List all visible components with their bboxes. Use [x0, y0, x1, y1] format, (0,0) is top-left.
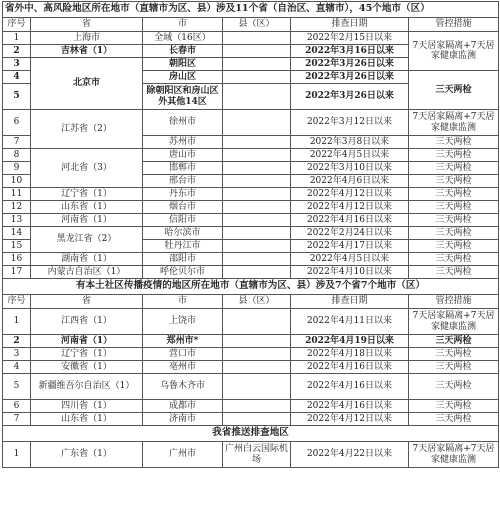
cell-date: 2022年3月26日以来	[291, 71, 409, 84]
cell-county	[223, 309, 291, 335]
cell-no: 16	[3, 253, 31, 266]
cell-province: 河南省（1）	[31, 335, 143, 348]
cell-measure: 三天两检	[409, 71, 499, 110]
cell-county	[223, 110, 291, 136]
table-row	[3, 110, 499, 136]
cell-date: 2022年4月16日以来	[291, 374, 409, 400]
cell-no: 13	[3, 214, 31, 227]
cell-county	[223, 58, 291, 71]
cell-city: 济南市	[143, 413, 223, 426]
cell-province: 辽宁省（1）	[31, 188, 143, 201]
cell-date: 2022年4月6日以来	[291, 175, 409, 188]
cell-county	[223, 71, 291, 84]
cell-no: 5	[3, 84, 31, 110]
cell-province: 湖南省（1）	[31, 253, 143, 266]
cell-date: 2022年3月10日以来	[291, 162, 409, 175]
cell-date: 2022年2月24日以来	[291, 227, 409, 240]
section2-title: 有本土社区传播疫情的地区所在地市（直辖市为区、县）涉及7个省7个地市（区）	[3, 279, 499, 295]
cell-date: 2022年3月26日以来	[291, 58, 409, 71]
cell-county	[223, 136, 291, 149]
cell-county	[223, 361, 291, 374]
section3-title: 我省推送排查地区	[3, 426, 499, 442]
section3-title-row	[3, 426, 499, 442]
table-row	[3, 32, 499, 45]
table-row	[3, 266, 499, 279]
cell-no: 2	[3, 335, 31, 348]
cell-date: 2022年4月12日以来	[291, 188, 409, 201]
cell-province: 河南省（1）	[31, 214, 143, 227]
cell-date: 2022年4月5日以来	[291, 149, 409, 162]
cell-county	[223, 45, 291, 58]
cell-province: 内蒙古自治区（1）	[31, 266, 143, 279]
cell-measure: 7天居家隔离+7天居家健康监测	[409, 32, 499, 71]
cell-county	[223, 400, 291, 413]
cell-county	[223, 227, 291, 240]
cell-no: 3	[3, 58, 31, 71]
cell-measure: 7天居家隔离+7天居家健康监测	[409, 309, 499, 335]
cell-no: 1	[3, 442, 31, 468]
cell-county	[223, 335, 291, 348]
cell-no: 9	[3, 162, 31, 175]
table-row	[3, 361, 499, 374]
section2-title-row	[3, 279, 499, 295]
cell-measure: 7天居家隔离+7天居家健康监测	[409, 442, 499, 468]
table-row	[3, 374, 499, 400]
cell-date: 2022年4月5日以来	[291, 253, 409, 266]
cell-county	[223, 348, 291, 361]
header-no: 序号	[3, 295, 31, 309]
section1-title: 省外中、高风险地区所在地市（直辖市为区、县）涉及11个省（自治区、直辖市），45个地市（区）	[3, 2, 499, 18]
table-row	[3, 253, 499, 266]
cell-no: 6	[3, 400, 31, 413]
cell-city: 广州市	[143, 442, 223, 468]
header-province: 省	[31, 295, 143, 309]
cell-city: 哈尔滨市	[143, 227, 223, 240]
header-row	[3, 295, 499, 309]
header-province: 省	[31, 18, 143, 32]
cell-province: 新疆维吾尔自治区（1）	[31, 374, 143, 400]
header-county: 县（区）	[223, 18, 291, 32]
cell-date: 2022年4月16日以来	[291, 214, 409, 227]
cell-measure: 三天两检	[409, 400, 499, 413]
cell-date: 2022年2月15日以来	[291, 32, 409, 45]
cell-city: 上饶市	[143, 309, 223, 335]
cell-city: 信阳市	[143, 214, 223, 227]
cell-no: 5	[3, 374, 31, 400]
cell-measure: 三天两检	[409, 149, 499, 162]
cell-county	[223, 175, 291, 188]
cell-county	[223, 188, 291, 201]
table-row	[3, 309, 499, 335]
cell-county	[223, 374, 291, 400]
cell-measure: 三天两检	[409, 175, 499, 188]
cell-date: 2022年3月12日以来	[291, 110, 409, 136]
cell-measure: 三天两检	[409, 374, 499, 400]
header-measure: 管控措施	[409, 295, 499, 309]
table-row	[3, 348, 499, 361]
cell-city: 唐山市	[143, 149, 223, 162]
header-no: 序号	[3, 18, 31, 32]
cell-county	[223, 214, 291, 227]
cell-measure: 三天两检	[409, 361, 499, 374]
cell-date: 2022年4月19日以来	[291, 335, 409, 348]
cell-province: 山东省（1）	[31, 413, 143, 426]
table-row	[3, 400, 499, 413]
table-row	[3, 201, 499, 214]
cell-measure: 三天两检	[409, 201, 499, 214]
cell-no: 12	[3, 201, 31, 214]
cell-no: 17	[3, 266, 31, 279]
cell-province: 广东省（1）	[31, 442, 143, 468]
table-row	[3, 188, 499, 201]
cell-no: 1	[3, 32, 31, 45]
cell-no: 4	[3, 71, 31, 84]
cell-city: 成都市	[143, 400, 223, 413]
header-date: 排查日期	[291, 18, 409, 32]
cell-no: 3	[3, 348, 31, 361]
cell-no: 10	[3, 175, 31, 188]
cell-no: 7	[3, 413, 31, 426]
header-city: 市	[143, 18, 223, 32]
cell-province: 四川省（1）	[31, 400, 143, 413]
cell-no: 11	[3, 188, 31, 201]
cell-measure: 三天两检	[409, 253, 499, 266]
table-row	[3, 227, 499, 240]
cell-measure: 三天两检	[409, 188, 499, 201]
cell-province: 江西省（1）	[31, 309, 143, 335]
cell-county: 广州白云国际机场	[223, 442, 291, 468]
cell-measure: 三天两检	[409, 227, 499, 240]
cell-county	[223, 149, 291, 162]
cell-no: 4	[3, 361, 31, 374]
header-city: 市	[143, 295, 223, 309]
cell-date: 2022年4月17日以来	[291, 240, 409, 253]
cell-city: 除朝阳区和房山区外其他14区	[143, 84, 223, 110]
cell-city: 长春市	[143, 45, 223, 58]
cell-county	[223, 240, 291, 253]
cell-county	[223, 253, 291, 266]
cell-measure: 三天两检	[409, 413, 499, 426]
cell-city: 苏州市	[143, 136, 223, 149]
cell-date: 2022年3月26日以来	[291, 84, 409, 110]
cell-no: 2	[3, 45, 31, 58]
cell-city: 邢台市	[143, 175, 223, 188]
cell-measure: 三天两检	[409, 240, 499, 253]
table-row	[3, 442, 499, 468]
table-row	[3, 413, 499, 426]
cell-no: 14	[3, 227, 31, 240]
table-row	[3, 214, 499, 227]
cell-province: 上海市	[31, 32, 143, 45]
cell-county	[223, 32, 291, 45]
cell-no: 7	[3, 136, 31, 149]
cell-no: 6	[3, 110, 31, 136]
table-row	[3, 335, 499, 348]
cell-province: 吉林省（1）	[31, 45, 143, 58]
cell-measure: 三天两检	[409, 162, 499, 175]
cell-no: 8	[3, 149, 31, 162]
cell-county	[223, 201, 291, 214]
cell-date: 2022年4月11日以来	[291, 309, 409, 335]
cell-city: 丹东市	[143, 188, 223, 201]
cell-no: 15	[3, 240, 31, 253]
table-row	[3, 149, 499, 162]
cell-province: 黑龙江省（2）	[31, 227, 143, 253]
cell-province: 山东省（1）	[31, 201, 143, 214]
cell-measure: 三天两检	[409, 335, 499, 348]
section1-title-row	[3, 2, 499, 18]
header-measure: 管控措施	[409, 18, 499, 32]
cell-province: 河北省（3）	[31, 149, 143, 188]
cell-city: 邵阳市	[143, 253, 223, 266]
cell-city: 乌鲁木齐市	[143, 374, 223, 400]
cell-date: 2022年3月16日以来	[291, 45, 409, 58]
cell-county	[223, 413, 291, 426]
cell-date: 2022年4月12日以来	[291, 413, 409, 426]
cell-measure: 三天两检	[409, 214, 499, 227]
cell-city: 全域（16区）	[143, 32, 223, 45]
cell-city: 营口市	[143, 348, 223, 361]
risk-area-table	[2, 1, 499, 468]
cell-measure: 三天两检	[409, 136, 499, 149]
cell-county	[223, 162, 291, 175]
cell-province: 江苏省（2）	[31, 110, 143, 149]
cell-city: 邯郸市	[143, 162, 223, 175]
cell-city: 烟台市	[143, 201, 223, 214]
cell-date: 2022年4月16日以来	[291, 400, 409, 413]
cell-province: 辽宁省（1）	[31, 348, 143, 361]
cell-no: 1	[3, 309, 31, 335]
cell-city: 郑州市*	[143, 335, 223, 348]
cell-date: 2022年4月18日以来	[291, 348, 409, 361]
cell-measure: 7天居家隔离+7天居家健康监测	[409, 110, 499, 136]
cell-city: 牡丹江市	[143, 240, 223, 253]
header-date: 排查日期	[291, 295, 409, 309]
header-row	[3, 18, 499, 32]
cell-date: 2022年4月16日以来	[291, 361, 409, 374]
header-county: 县（区）	[223, 295, 291, 309]
cell-measure: 三天两检	[409, 348, 499, 361]
cell-date: 2022年4月12日以来	[291, 201, 409, 214]
cell-city: 房山区	[143, 71, 223, 84]
cell-province: 北京市	[31, 58, 143, 110]
cell-province: 安徽省（1）	[31, 361, 143, 374]
cell-city: 呼伦贝尔市	[143, 266, 223, 279]
cell-county	[223, 84, 291, 110]
cell-city: 朝阳区	[143, 58, 223, 71]
cell-date: 2022年4月22日以来	[291, 442, 409, 468]
cell-city: 亳州市	[143, 361, 223, 374]
cell-date: 2022年3月8日以来	[291, 136, 409, 149]
cell-measure: 三天两检	[409, 266, 499, 279]
cell-city: 徐州市	[143, 110, 223, 136]
cell-county	[223, 266, 291, 279]
cell-date: 2022年4月10日以来	[291, 266, 409, 279]
